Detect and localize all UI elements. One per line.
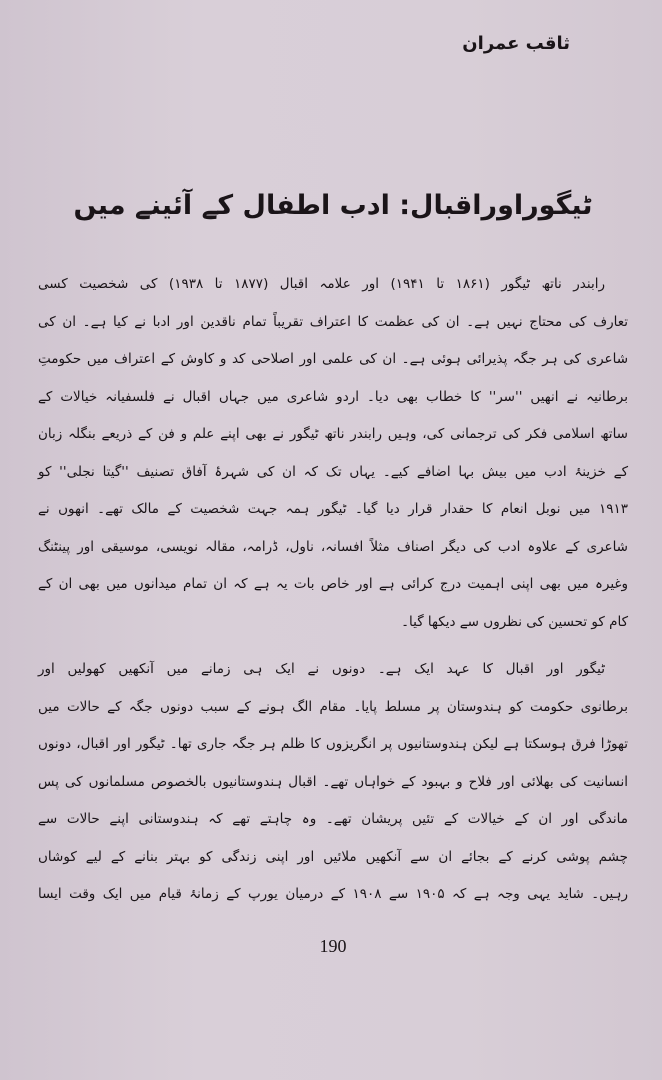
text-line: تعارف کی محتاج نہیں ہے۔ ان کی عظمت کا اعتراف تقریباً تمام ناقدین اور ادبا نے کیا ہے۔ ان کی xyxy=(38,313,628,330)
text-line: وغیرہ میں بھی اپنی اہمیت درج کرائی ہے اور خاص بات یہ ہے کہ ان تمام میدانوں میں بھی ان کے xyxy=(38,576,628,592)
text-line: چشم پوشی کرنے کے بجائے ان سے آنکھیں ملائیں اور اپنی زندگی کو بہتر بنانے کے لیے کوشاں xyxy=(38,848,628,865)
paragraph-gap xyxy=(38,647,628,657)
text-line: برطانیہ نے انھیں ''سر'' کا خطاب بھی دیا۔ اردو شاعری میں جہاں اقبال نے فلسفیانہ خیالات کے xyxy=(38,388,628,405)
text-line: ساتھ اسلامی فکر کی ترجمانی کی، وہیں رابندر ناتھ ٹیگور نے بھی اپنے علم و فن کے ذریعے بنگلہ زبان xyxy=(38,426,628,442)
text-line: کام کو تحسین کی نظروں سے دیکھا گیا۔ xyxy=(401,613,628,630)
text-line: ماندگی اور ان کے خیالات کے تئیں پریشان تھے۔ وہ چاہتے تھے کہ ہندوستانی اپنے حالات سے xyxy=(38,811,628,827)
text-line: رابندر ناتھ ٹیگور (۱۸۶۱ تا ۱۹۴۱) اور علامہ اقبال (۱۸۷۷ تا ۱۹۳۸) کی شخصیت کسی xyxy=(38,276,605,292)
author-name: ثاقب عمران xyxy=(462,33,570,54)
text-line: تھوڑا فرق ہوسکتا ہے لیکن ہندوستانیوں پر انگریزوں کا ظلم ہر جگہ جاری تھا۔ ٹیگور اور اقبال، دونوں xyxy=(38,736,628,752)
text-line: ۱۹۱۳ میں نوبل انعام کا حقدار قرار دیا گیا۔ ٹیگور ہمہ جہت شخصیت کے مالک تھے۔ انھوں نے xyxy=(38,501,628,517)
page-number: 190 xyxy=(319,936,347,956)
text-line: ٹیگور اور اقبال کا عہد ایک ہے۔ دونوں نے ایک ہی زمانے میں آنکھیں کھولیں اور xyxy=(38,661,605,677)
text-line: کے خزینۂ ادب میں بیش بہا اضافے کیے۔ یہاں تک کہ ان کی شہرۂ آفاق تصنیف ''گیتا نجلی'' کو xyxy=(38,463,628,480)
text-line: شاعری کے علاوہ ادب کی دیگر اصناف مثلاً افسانہ، ناول، ڈرامہ، مقالہ نویسی، موسیقی اور پینٹنگ xyxy=(38,538,628,555)
text-line: برطانوی حکومت کو ہندوستان پر مسلط پایا۔ مقام الگ ہونے کے سبب دونوں جگہ کے حالات میں xyxy=(38,698,628,715)
text-line: انسانیت کی بھلائی اور فلاح و بہبود کے خواہاں تھے۔ اقبال ہندوستانیوں بالخصوص مسلمانوں کی پس xyxy=(38,773,628,790)
chapter-title: ٹیگوراوراقبال: ادب اطفال کے آئینے میں xyxy=(73,190,593,221)
text-line: شاعری کی ہر جگہ پذیرائی ہوئی ہے۔ ان کی علمی اور اصلاحی کد و کاوش کے اعتراف میں حکومتِ xyxy=(38,351,628,367)
body-text xyxy=(38,272,628,906)
text-line: رہیں۔ شاید یہی وجہ ہے کہ ۱۹۰۵ سے ۱۹۰۸ کے درمیان یورپ کے زمانۂ قیام میں ایک وقت ایسا xyxy=(38,886,628,902)
